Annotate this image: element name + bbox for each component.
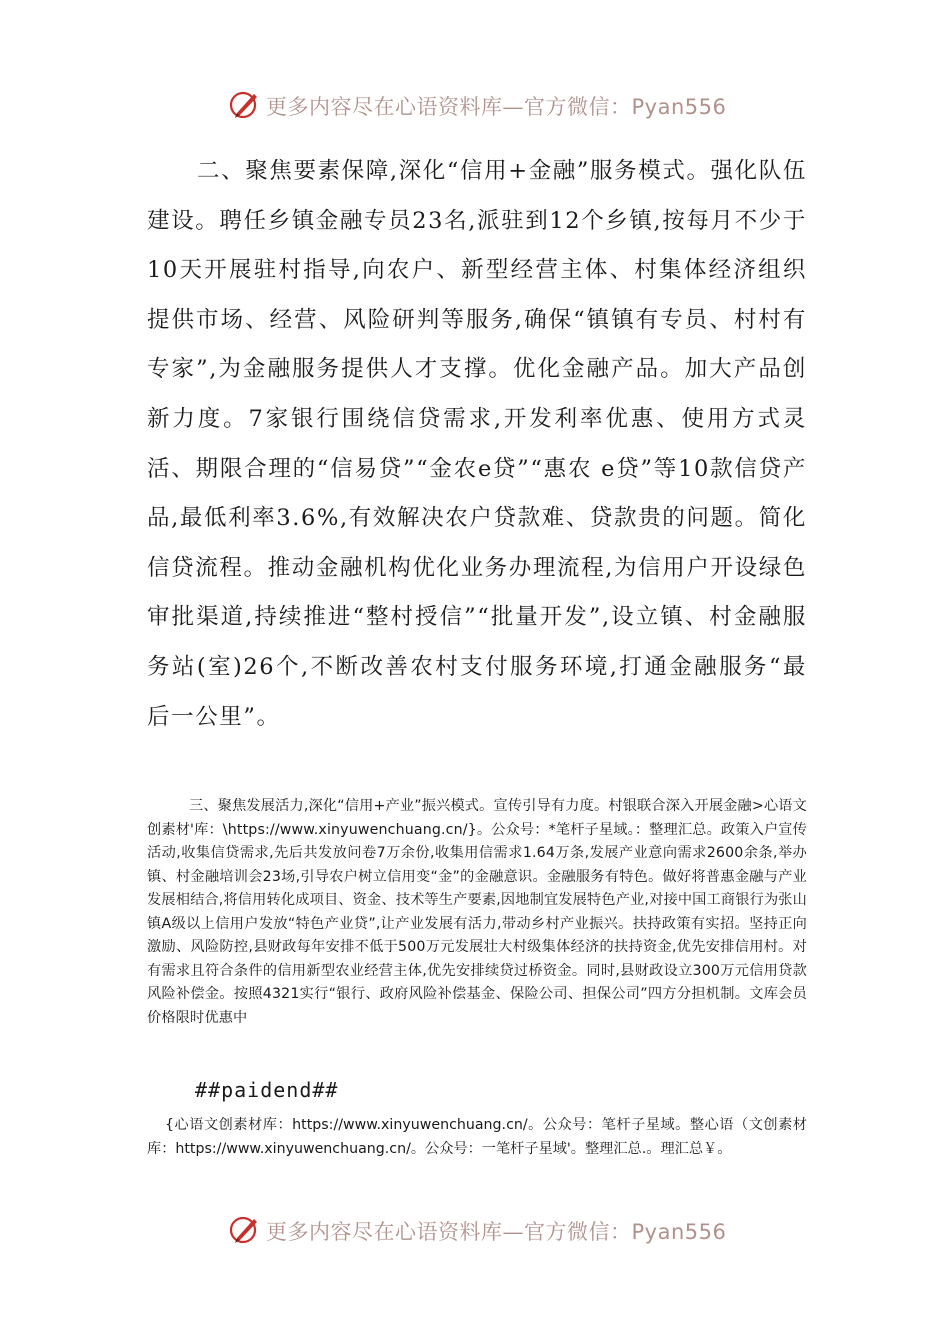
pen-circle-logo-icon [228,1212,262,1246]
footer-wechat-id: Pyan556 [631,1220,727,1244]
tail-paragraph: {心语文创素材库：https://www.xinyuwenchuang.cn/。公众号：笔杆子星域。整心语（文创素材库：https://www.xinyuwenchuang.cn/。公众号：一笔杆子星域'。整理汇总.。理汇总￥。 [147,1117,807,1157]
footer-banner [0,1210,950,1250]
section-three-paragraph: 三、聚焦发展活力,深化“信用+产业”振兴模式。宣传引导有力度。村银联合深入开展金融>心语文创素材'库：\https://www.xinyuwenchuang.cn/}。公众号：*笔杆子星域。：整理汇总。政策入户宣传活动,收集信贷需求,先后共发放问卷7万余份,收集用信需求1.64万条,发展产业意向需求2600余条,举办镇、村金融培训会23场,引导农户树立信用变“金”的金融意识。金融服务有特色。做好将普惠金融与产业发展相结合,将信用转化成项目、资金、技术等生产要素,因地制宜发展特色产业,对接中国工商银行为张山镇A级以上信用户发放“特色产业贷”,让产业发展有活力,带动乡村产业振兴。扶持政策有实招。坚持正向激励、风险防控,县财政每年安排不低于500万元发展壮大村级集体经济的扶持资金,优先安排信用村。对有需求且符合条件的信用新型农业经营主体,优先安排续贷过桥资金。同时,县财政设立300万元信用贷款风险补偿金。按照4321实行“银行、政府风险补偿基金、保险公司、担保公司”四方分担机制。文库会员价格限时优惠中 [147,798,807,1026]
section-two-paragraph: 二、聚焦要素保障,深化“信用+金融”服务模式。强化队伍建设。聘任乡镇金融专员23名,派驻到12个乡镇,按每月不少于10天开展驻村指导,向农户、新型经营主体、村集体经济组织提供市场、经营、风险研判等服务,确保“镇镇有专员、村村有专家”,为金融服务提供人才支撑。优化金融产品。加大产品创新力度。7家银行围绕信贷需求,开发利率优惠、使用方式灵活、期限合理的“信易贷”“金农e贷”“惠农 e贷”等10款信贷产品,最低利率3.6%,有效解决农户贷款难、贷款贵的问题。简化信贷流程。推动金融机构优化业务办理流程,为信用户开设绿色审批渠道,持续推进“整村授信”“批量开发”,设立镇、村金融服务站(室)26个,不断改善农村支付服务环境,打通金融服务“最后一公里”。 [147,158,807,730]
footer-banner-text: 更多内容尽在心语资料库—官方微信：Pyan556 [266,1220,727,1244]
pen-circle-logo-icon [228,87,262,121]
header-banner-text: 更多内容尽在心语资料库—官方微信：Pyan556 [266,95,727,119]
paidend-marker: ##paidend## [195,1078,339,1102]
header-wechat-id: Pyan556 [631,95,727,119]
header-banner [0,85,950,125]
